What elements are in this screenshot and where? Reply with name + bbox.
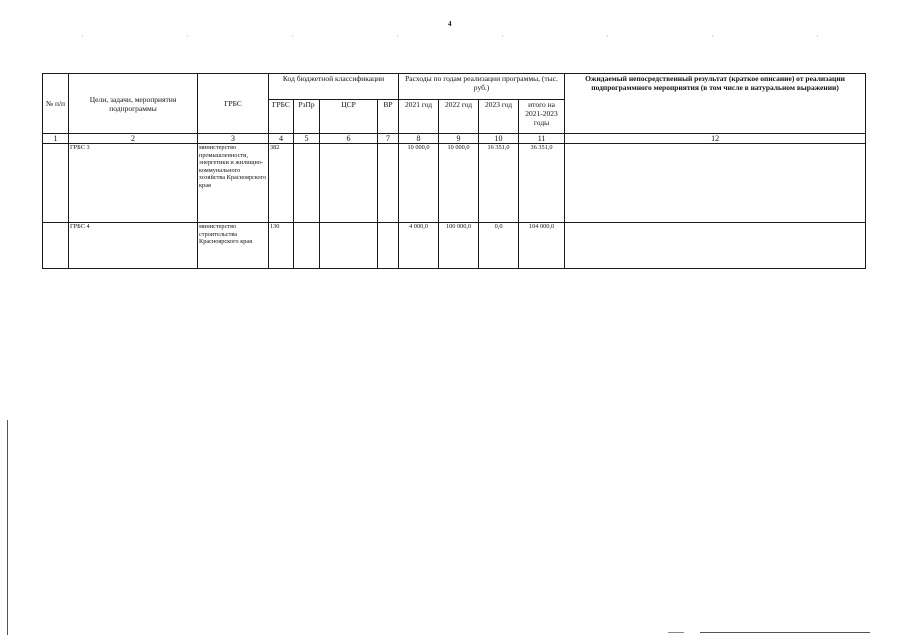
header-budget-code: Код бюджетной классификации <box>269 74 399 100</box>
row-rzpr <box>294 144 320 223</box>
header-year-2022: 2022 год <box>439 100 479 134</box>
row-2023: 16 351,0 <box>479 144 519 223</box>
row-grbs-code: 382 <box>269 144 294 223</box>
row-2022: 10 000,0 <box>439 144 479 223</box>
column-number: 12 <box>565 134 866 144</box>
row-vr <box>378 223 399 269</box>
column-number: 9 <box>439 134 479 144</box>
row-2021: 10 000,0 <box>399 144 439 223</box>
header-sub-grbs: ГРБС <box>269 100 294 134</box>
header-year-2023: 2023 год <box>479 100 519 134</box>
scan-noise-dots <box>30 34 870 38</box>
row-goal: ГРБС 3 <box>69 144 198 223</box>
header-num: № п/п <box>43 74 69 134</box>
column-number-row <box>43 134 866 144</box>
table-row <box>43 223 866 269</box>
header-result: Ожидаемый непосредственный результат (краткое описание) от реализации подпрограммного мероприятия (в том числе в натуральном выражении) <box>565 74 866 134</box>
row-num <box>43 144 69 223</box>
scan-edge-line <box>668 632 684 633</box>
column-number: 1 <box>43 134 69 144</box>
column-number: 2 <box>69 134 198 144</box>
row-result <box>565 223 866 269</box>
row-2022: 100 000,0 <box>439 223 479 269</box>
scan-edge-line <box>7 420 8 635</box>
header-grbs: ГРБС <box>198 74 269 134</box>
table-row <box>43 144 866 223</box>
column-number: 8 <box>399 134 439 144</box>
column-number: 11 <box>519 134 565 144</box>
row-total: 36 351,0 <box>519 144 565 223</box>
scan-edge-line <box>700 632 870 633</box>
row-csr <box>320 223 378 269</box>
row-grbs-name: министерство строительства Красноярского края <box>198 223 269 269</box>
column-number: 6 <box>320 134 378 144</box>
row-total: 104 000,0 <box>519 223 565 269</box>
row-num <box>43 223 69 269</box>
header-sub-rzpr: РзПр <box>294 100 320 134</box>
column-number: 10 <box>479 134 519 144</box>
row-csr <box>320 144 378 223</box>
page-number: 4 <box>448 20 452 28</box>
row-grbs-code: 130 <box>269 223 294 269</box>
header-sub-csr: ЦСР <box>320 100 378 134</box>
row-2023: 0,0 <box>479 223 519 269</box>
row-2021: 4 000,0 <box>399 223 439 269</box>
row-rzpr <box>294 223 320 269</box>
header-expenses: Расходы по годам реализации программы, (тыс. руб.) <box>399 74 565 100</box>
row-result <box>565 144 866 223</box>
header-year-2021: 2021 год <box>399 100 439 134</box>
row-vr <box>378 144 399 223</box>
header-goals: Цели, задачи, мероприятия подпрограммы <box>69 74 198 134</box>
header-sub-vr: ВР <box>378 100 399 134</box>
row-grbs-name: министерство промышленности, энергетики и жилищно-коммунального хозяйства Красноярского края <box>198 144 269 223</box>
row-goal: ГРБС 4 <box>69 223 198 269</box>
budget-table <box>42 73 866 269</box>
column-number: 4 <box>269 134 294 144</box>
column-number: 5 <box>294 134 320 144</box>
header-total: итого на 2021-2023 годы <box>519 100 565 134</box>
column-number: 3 <box>198 134 269 144</box>
column-number: 7 <box>378 134 399 144</box>
